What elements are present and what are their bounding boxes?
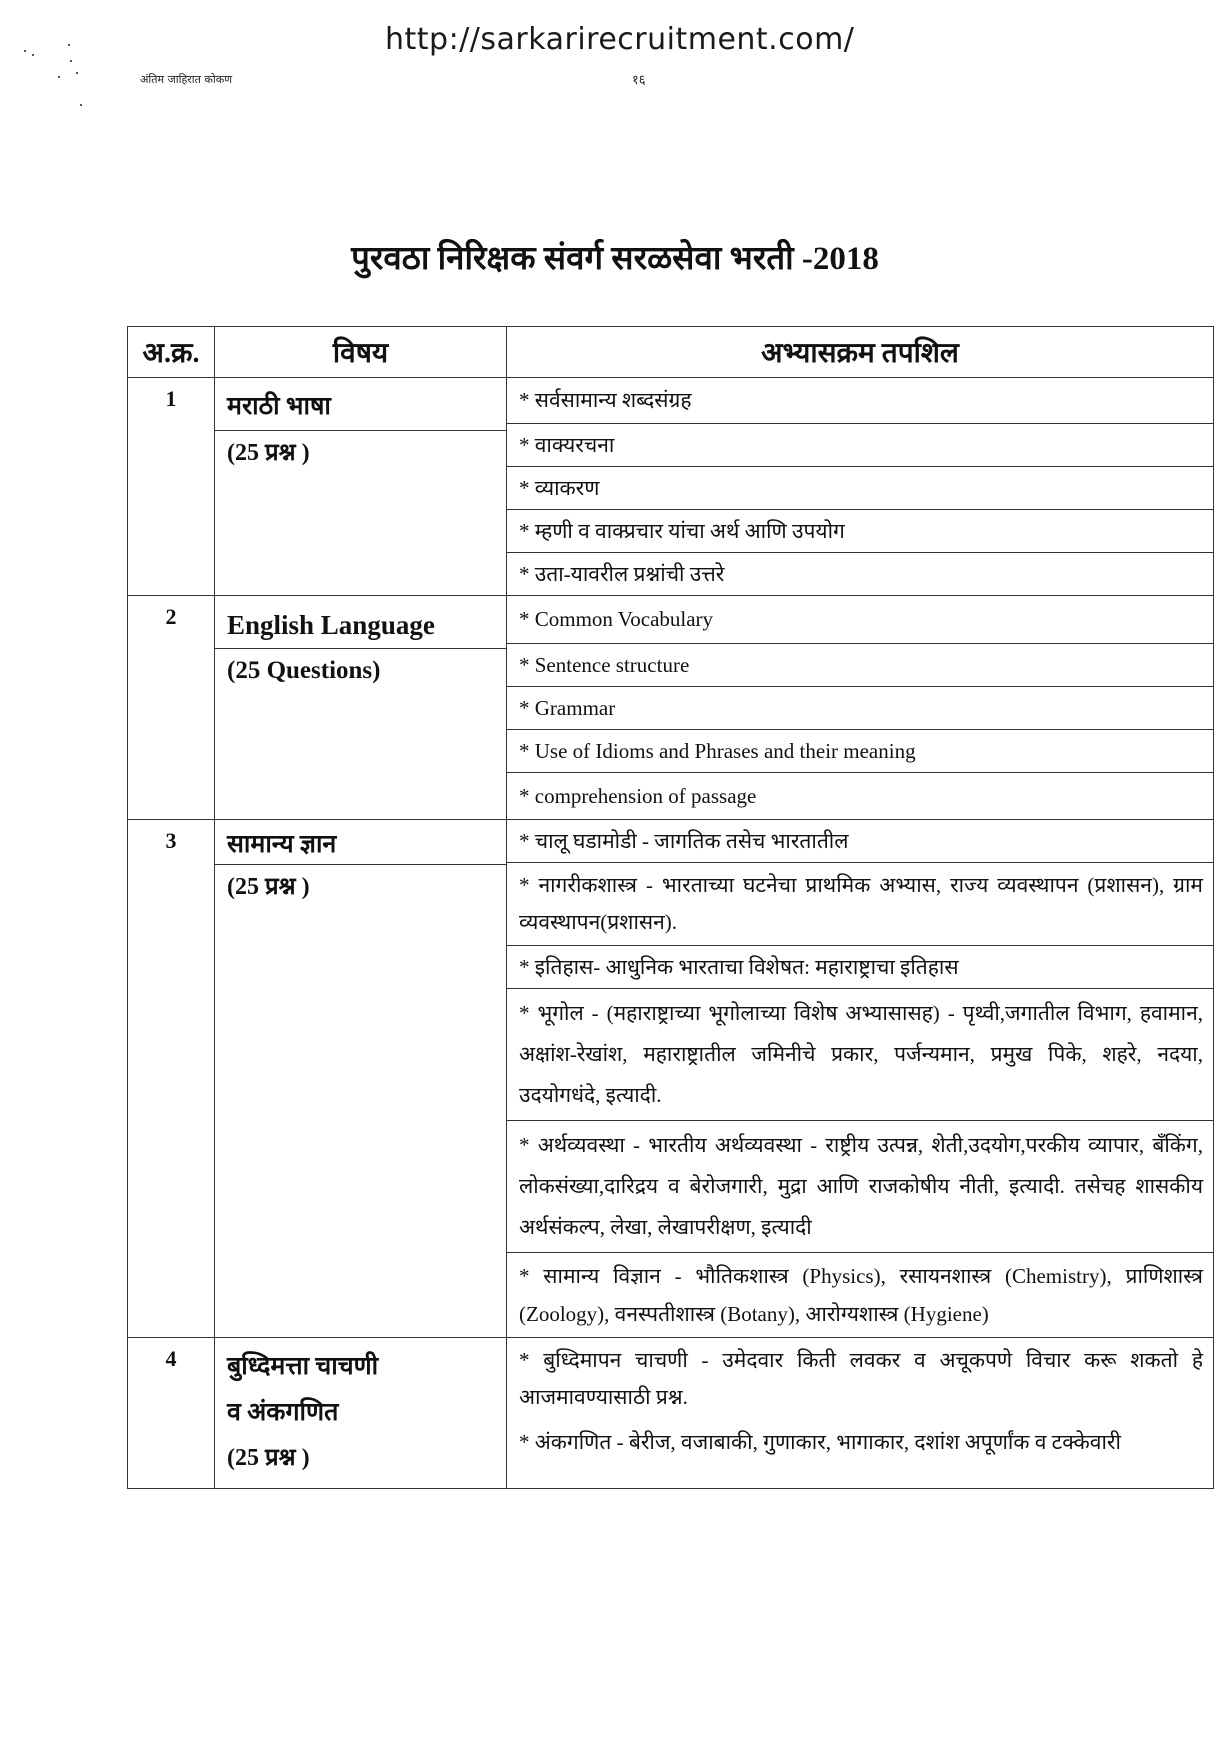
serial-number: 3 bbox=[165, 828, 177, 853]
topic-item: * चालू घडामोडी - जागतिक तसेच भारतातील bbox=[507, 820, 1213, 863]
topic-item: * अर्थव्यवस्था - भारतीय अर्थव्यवस्था - राष्ट्रीय उत्पन्न, शेती,उदयोग,परकीय व्यापार, बँकिंग, लोकसंख्या,दारिद्रय व बेरोजगारी, मुद्रा आणि राजकोषीय नीती, इत्यादी. तसेचह शासकीय अर्थसंकल्प, लेखा, लेखापरीक्षण, इत्यादी bbox=[507, 1121, 1213, 1253]
table-header-row bbox=[128, 327, 1214, 378]
serial-number: 1 bbox=[165, 386, 177, 411]
scan-speck bbox=[76, 72, 78, 74]
syllabus-table bbox=[127, 326, 1214, 1489]
page-title: पुरवठा निरिक्षक संवर्ग सरळसेवा भरती -2018 bbox=[351, 241, 879, 277]
topic-item: * भूगोल - (महाराष्ट्राच्या भूगोलाच्या विशेष अभ्यासासह) - पृथ्वी,जगातील विभाग, हवामान, अक्षांश-रेखांश, महाराष्ट्रातील जमिनीचे प्रकार, पर्जन्यमान, प्रमुख पिके, शहरे, नदया, उदयोगधंदे, इत्यादी. bbox=[507, 989, 1213, 1121]
topic-item: * अंकगणित - बेरीज, वजाबाकी, गुणाकार, भागाकार, दशांश अपूर्णांक व टक्केवारी bbox=[519, 1430, 1121, 1454]
watermark-url: http://sarkarirecruitment.com/ bbox=[385, 22, 855, 57]
serial-number: 4 bbox=[165, 1346, 177, 1371]
table-row bbox=[128, 820, 1214, 1338]
topic-item: * व्याकरण bbox=[507, 467, 1213, 510]
topics-cell bbox=[507, 378, 1214, 596]
table-row bbox=[128, 378, 1214, 596]
topics-cell bbox=[507, 596, 1214, 820]
topic-item: * Grammar bbox=[507, 687, 1213, 730]
scan-speck bbox=[32, 54, 34, 56]
topic-item: * म्हणी व वाक्प्रचार यांचा अर्थ आणि उपयोग bbox=[507, 510, 1213, 553]
question-count: (25 प्रश्न ) bbox=[227, 440, 310, 466]
question-count: (25 प्रश्न ) bbox=[227, 874, 310, 900]
header-note: अंतिम जाहिरात कोकण bbox=[140, 73, 233, 86]
subject-cell bbox=[215, 596, 507, 820]
topic-item: * नागरीकशास्त्र - भारताच्या घटनेचा प्राथमिक अभ्यास, राज्य व्यवस्थापन (प्रशासन), ग्राम व्यवस्थापन(प्रशासन). bbox=[507, 863, 1213, 946]
topic-item: * उता-यावरील प्रश्नांची उत्तरे bbox=[519, 562, 725, 586]
subject-cell bbox=[215, 378, 507, 596]
scan-speck bbox=[80, 104, 82, 106]
topic-item: * सामान्य विज्ञान - भौतिकशास्त्र (Physics), रसायनशास्त्र (Chemistry), प्राणिशास्त्र (Zoology), वनस्पतीशास्त्र (Botany), आरोग्यशास्त्र (Hygiene) bbox=[519, 1264, 1203, 1326]
topic-item: * Common Vocabulary bbox=[507, 596, 1213, 644]
subject-name-line-2: व अंकगणित bbox=[227, 1399, 339, 1426]
topic-item: * इतिहास- आधुनिक भारताचा विशेषत: महाराष्ट्राचा इतिहास bbox=[507, 946, 1213, 989]
subject-name: बुध्दिमत्ता चाचणी bbox=[227, 1353, 379, 1380]
subject-name: सामान्य ज्ञान bbox=[215, 820, 506, 865]
serial-cell bbox=[128, 596, 215, 820]
serial-cell bbox=[128, 820, 215, 1338]
scan-speck bbox=[58, 76, 60, 78]
serial-cell bbox=[128, 378, 215, 596]
page-number: १६ bbox=[632, 73, 646, 88]
topic-item: * comprehension of passage bbox=[519, 784, 757, 808]
header-syllabus-details: अभ्यासक्रम तपशिल bbox=[507, 327, 1214, 378]
subject-name: मराठी भाषा bbox=[215, 378, 506, 431]
table-row bbox=[128, 596, 1214, 820]
topic-item: * Sentence structure bbox=[507, 644, 1213, 687]
subject-cell bbox=[215, 820, 507, 1338]
serial-cell bbox=[128, 1338, 215, 1489]
scan-speck bbox=[24, 50, 26, 52]
topics-cell bbox=[507, 1338, 1214, 1489]
topic-item: * सर्वसामान्य शब्दसंग्रह bbox=[507, 378, 1213, 424]
scan-speck bbox=[68, 44, 70, 46]
header-subject: विषय bbox=[215, 327, 507, 378]
question-count: (25 Questions) bbox=[227, 657, 381, 684]
subject-cell bbox=[215, 1338, 507, 1489]
scan-artifacts bbox=[18, 40, 108, 120]
topic-item: * वाक्यरचना bbox=[507, 424, 1213, 467]
header-serial: अ.क्र. bbox=[128, 327, 215, 378]
topic-item: * बुध्दिमापन चाचणी - उमेदवार किती लवकर व अचूकपणे विचार करू शकतो हे आजमावण्यासाठी प्रश्न. bbox=[519, 1348, 1203, 1409]
serial-number: 2 bbox=[165, 604, 177, 629]
question-count: (25 प्रश्न ) bbox=[227, 1445, 310, 1471]
table-row bbox=[128, 1338, 1214, 1489]
scan-speck bbox=[70, 60, 72, 62]
topic-item: * Use of Idioms and Phrases and their meaning bbox=[507, 730, 1213, 773]
topics-cell bbox=[507, 820, 1214, 1338]
subject-name: English Language bbox=[215, 596, 506, 649]
